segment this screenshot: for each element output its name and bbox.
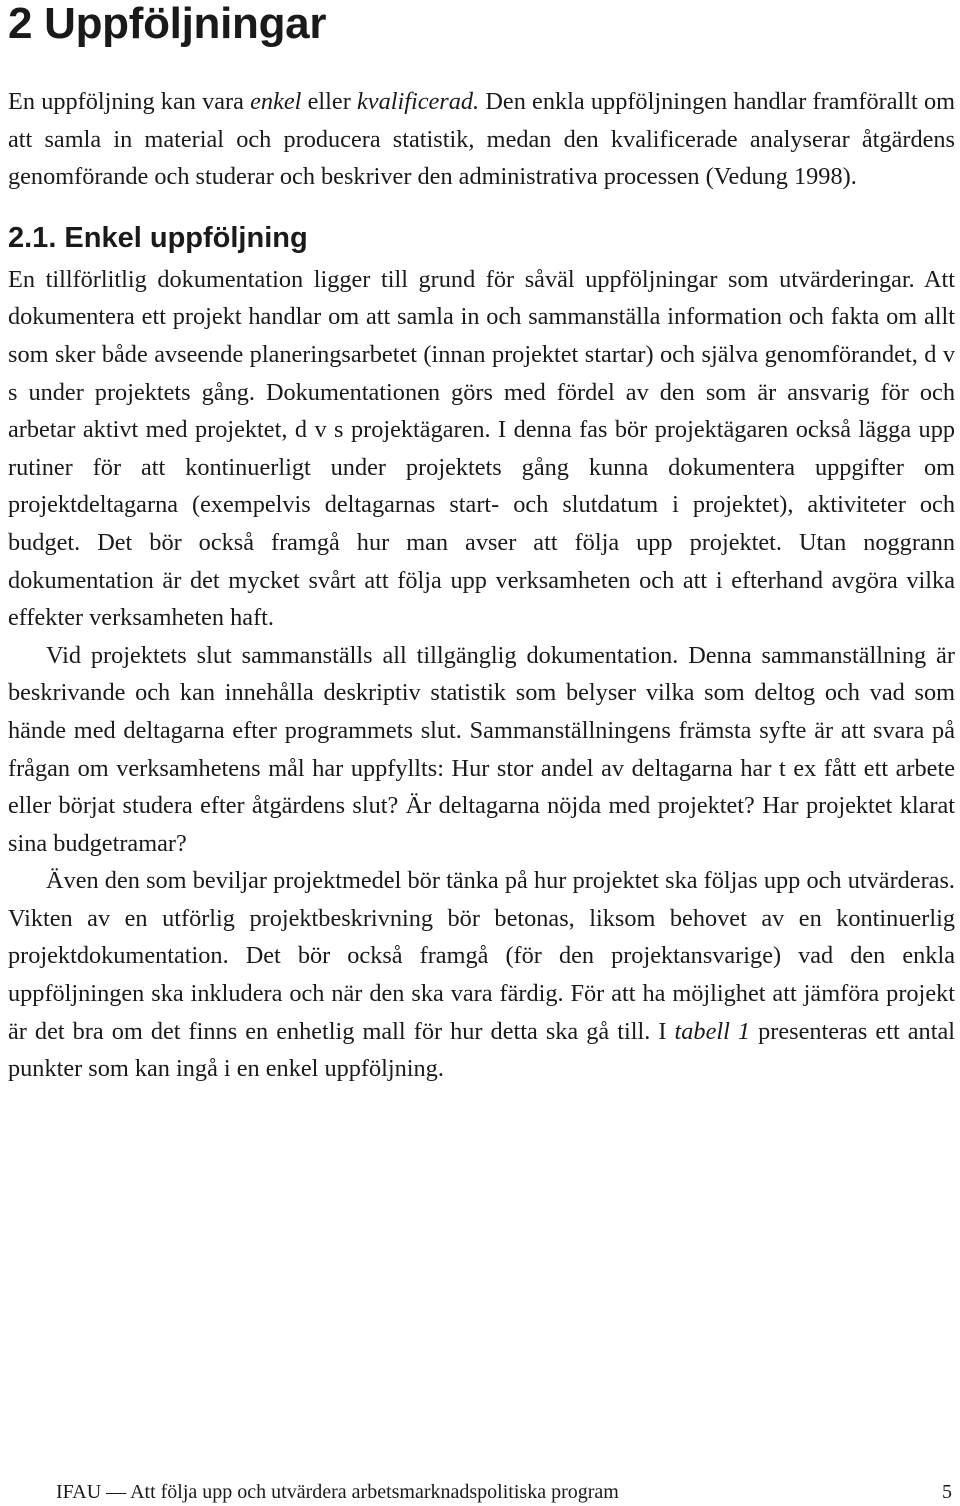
section-paragraph-2: Vid projektets slut sammanställs all tillgänglig dokumentation. Denna sammanställning är beskrivande och kan innehålla deskriptiv statistik som belyser vilka som deltog och vad som hände med deltagarna efter programmets slut. Sammanställningens främsta syfte är att svara på frågan om verksamhetens mål har uppfyllts: Hur stor andel av deltagarna har t ex fått ett arbete eller börjat studera efter åtgärdens slut? Är deltagarna nöjda med projektet? Har projektet klarat sina budgetramar?	[8, 641, 955, 857]
intro-text-2: eller	[301, 88, 358, 115]
para3-text-1: Även den som beviljar projektmedel bör tänka på hur projektet ska följas upp och utvärderas. Vikten av en utförlig projektbeskrivning bör betonas, liksom behovet av en kontinuerlig projektdokumentation. Det bör också framgå (för den projektansvarige) vad den enkla uppföljningen ska inkludera och när den ska vara färdig. För att ha möjlighet att jämföra projekt är det bra om det finns en enhetlig mall för hur detta ska gå till. I	[8, 867, 955, 1045]
chapter-title: 2 Uppföljningar	[8, 0, 327, 48]
section-paragraph-3	[8, 862, 955, 1088]
intro-paragraph	[8, 83, 955, 196]
intro-emphasis-enkel: enkel	[250, 88, 302, 115]
intro-emphasis-kvalificerad: kvalificerad.	[357, 88, 480, 115]
intro-text-1: En uppföljning kan vara	[8, 88, 251, 115]
para3-emphasis-table-ref: tabell 1	[674, 1017, 751, 1045]
intro-text-3: Den enkla uppföljningen handlar framförallt om att samla in material och producera statistik, medan den kvalificerade analyserar åtgärdens genomförande och studerar och beskriver den administrativa processen (Vedung 1998).	[8, 88, 955, 191]
para3-text-2: presenteras ett antal punkter som kan ingå i en enkel uppföljning.	[8, 1017, 955, 1083]
document-page	[8, 0, 955, 1088]
page-number: 5	[942, 1481, 952, 1503]
section-title: 2.1. Enkel uppföljning	[8, 221, 308, 254]
footer-title: IFAU — Att följa upp och utvärdera arbetsmarknadspolitiska program	[56, 1481, 619, 1503]
section-paragraph-1: En tillförlitlig dokumentation ligger till grund för såväl uppföljningar som utvärderingar. Att dokumentera ett projekt handlar om att samla in och sammanställa information och fakta om allt som sker både avseende planeringsarbetet (innan projektet startar) och själva genomförandet, d v s under projektets gång. Dokumentationen görs med fördel av den som är ansvarig för och arbetar aktivt med projektet, d v s projektägaren. I denna fas bör projektägaren också lägga upp rutiner för att kontinuerligt under projektets gång kunna dokumentera uppgifter om projektdeltagarna (exempelvis deltagarnas start- och slutdatum i projektet), aktiviteter och budget. Det bör också framgå hur man avser att följa upp projektet. Utan noggrann dokumentation är det mycket svårt att följa upp verksamheten och att i efterhand avgöra vilka effekter verksamheten haft.	[8, 265, 955, 632]
